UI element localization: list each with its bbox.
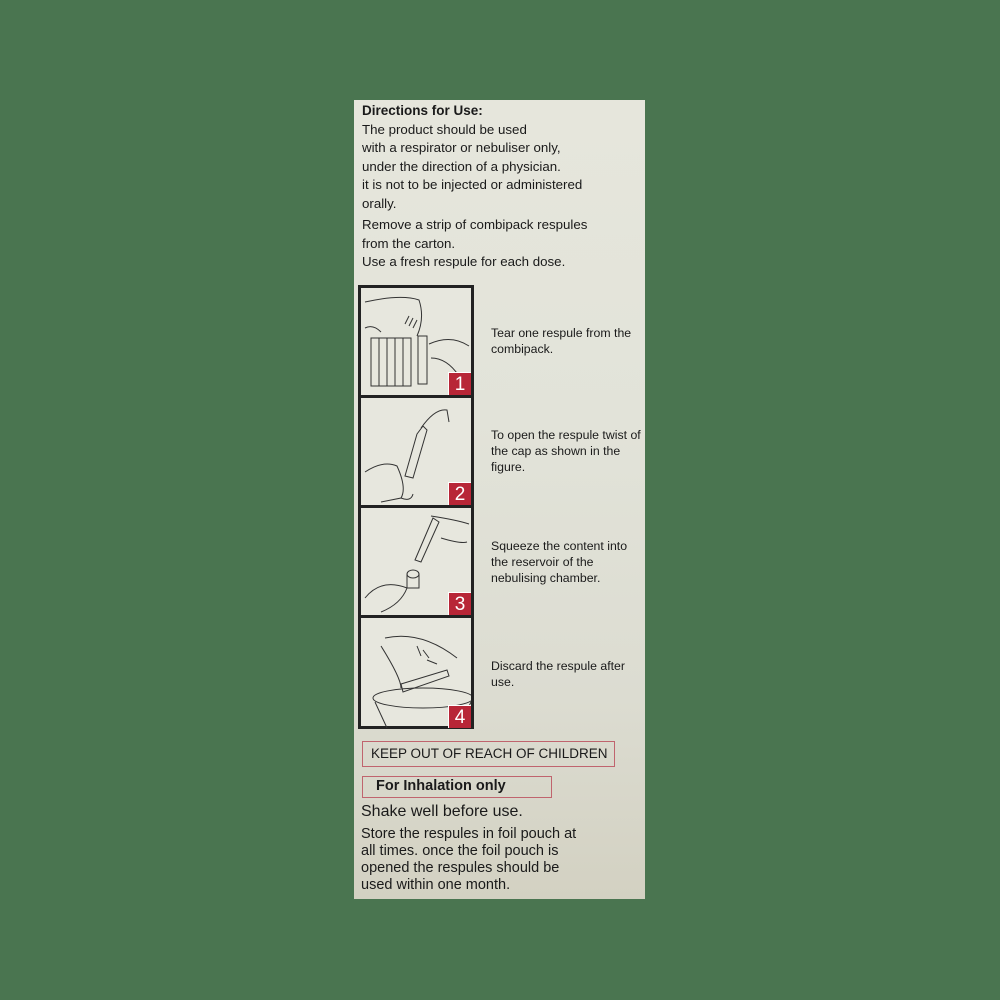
directions-section (362, 102, 642, 272)
directions-title: Directions for Use: (362, 103, 483, 118)
directions-line: Use a fresh respule for each dose. (362, 254, 566, 269)
storage-instructions (361, 826, 641, 894)
directions-line: from the carton. (362, 235, 456, 251)
step-3-illustration (361, 508, 471, 618)
step-1-text: Tear one respule from the combipack. (491, 326, 632, 356)
directions-line: with a respirator or nebuliser only, (362, 140, 561, 155)
inhalation-only-warning: For Inhalation only (362, 776, 552, 798)
storage-line: Store the respules in foil pouch at (361, 826, 577, 842)
step-2-illustration (361, 398, 471, 508)
directions-line: it is not to be injected or administered (362, 177, 583, 192)
step-badge: 1 (448, 372, 471, 396)
shake-instruction: Shake well before use. (361, 803, 523, 820)
keep-out-of-reach-warning: KEEP OUT OF REACH OF CHILDREN (362, 741, 615, 767)
directions-line: Remove a strip of combipack respules (362, 217, 588, 232)
instruction-leaflet (354, 100, 645, 899)
step-badge: 2 (448, 482, 471, 506)
step-2-text: To open the respule twist of the cap as shown in the figure. (491, 428, 641, 474)
directions-line: The product should be used (362, 121, 527, 137)
step-1-illustration (361, 288, 471, 398)
step-4-text: Discard the respule after use. (491, 659, 625, 689)
directions-line: orally. (362, 195, 397, 211)
storage-line: opened the respules should be (361, 860, 560, 876)
step-4-illustration (361, 618, 471, 728)
step-badge: 3 (448, 592, 471, 616)
storage-line: used within one month. (361, 877, 511, 893)
directions-line: under the direction of a physician. (362, 158, 561, 174)
step-3-text: Squeeze the content into the reservoir of the nebulising chamber. (491, 539, 628, 585)
step-badge: 4 (448, 705, 471, 728)
steps-illustration-box (358, 285, 474, 729)
storage-line: all times. once the foil pouch is (361, 843, 559, 859)
